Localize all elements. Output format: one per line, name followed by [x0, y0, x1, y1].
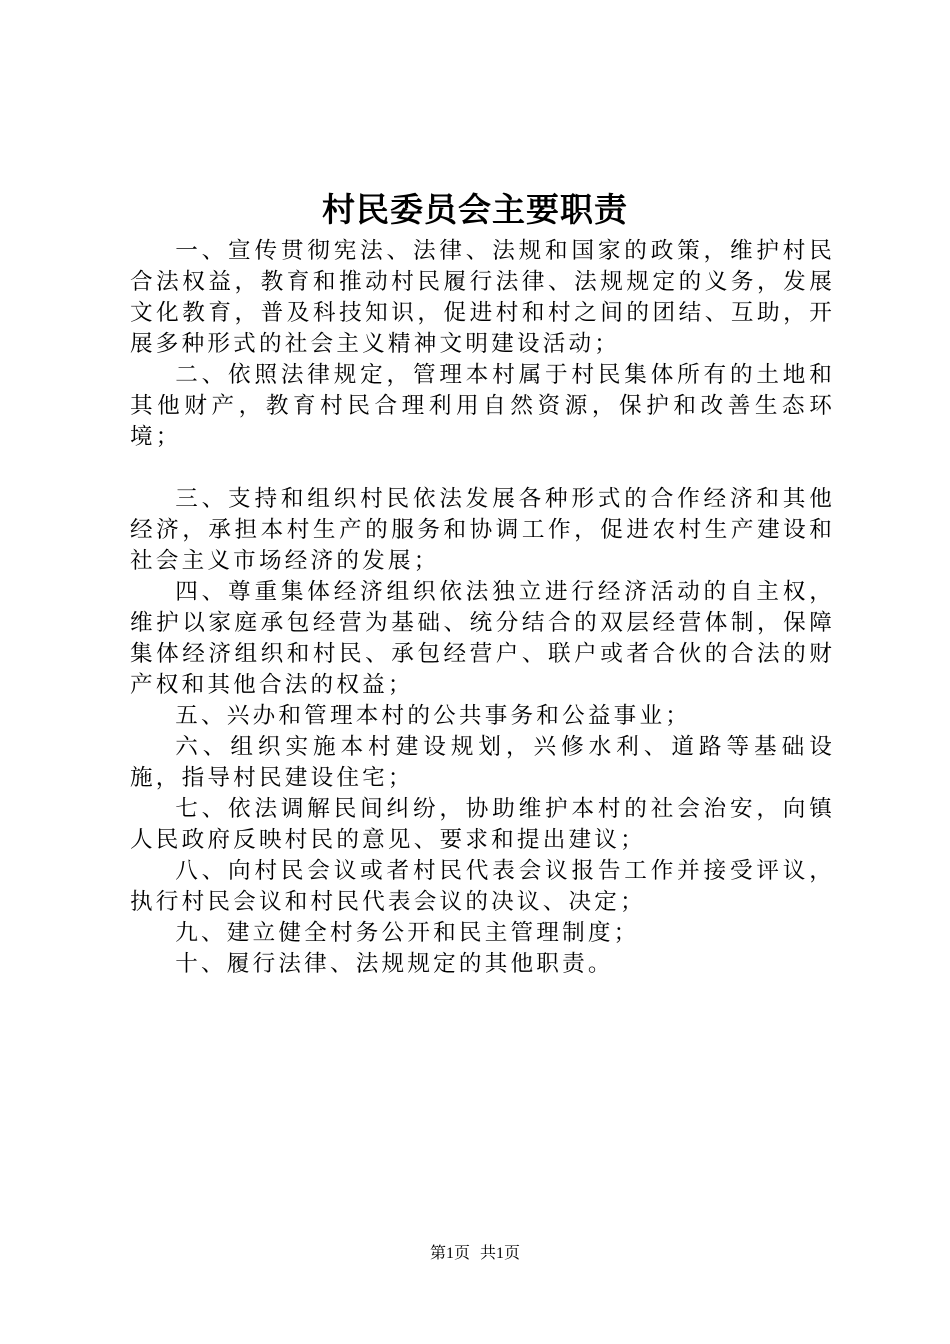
paragraph-1: 一、宣传贯彻宪法、法律、法规和国家的政策，维护村民合法权益，教育和推动村民履行法律、法规规定的义务，发展文化教育，普及科技知识，促进村和村之间的团结、互助，开展多种形式的社会主义精神文明建设活动； [130, 238, 835, 357]
paragraph-9: 九、建立健全村务公开和民主管理制度； [175, 920, 640, 946]
paragraph-3: 三、支持和组织村民依法发展各种形式的合作经济和其他经济，承担本村生产的服务和协调工作，促进农村生产建设和社会主义市场经济的发展； [130, 486, 835, 574]
document-title: 村民委员会主要职责 [322, 190, 628, 229]
page-number: 第1页 [429, 1245, 470, 1262]
document-body [130, 236, 835, 980]
paragraph-8: 八、向村民会议或者村民代表会议报告工作并接受评议，执行村民会议和村民代表会议的决议、决定； [130, 858, 835, 915]
paragraph-5: 五、兴办和管理本村的公共事务和公益事业； [175, 703, 692, 729]
page-total: 共1页 [480, 1245, 521, 1262]
paragraph-7: 七、依法调解民间纠纷，协助维护本村的社会治安，向镇人民政府反映村民的意见、要求和提出建议； [130, 796, 835, 853]
paragraph-4: 四、尊重集体经济组织依法独立进行经济活动的自主权，维护以家庭承包经营为基础、统分结合的双层经营体制，保障集体经济组织和村民、承包经营户、联户或者合伙的合法的财产权和其他合法的权益； [130, 579, 835, 698]
paragraph-2: 二、依照法律规定，管理本村属于村民集体所有的土地和其他财产，教育村民合理利用自然资源，保护和改善生态环境； [130, 362, 835, 450]
page-footer [0, 1243, 950, 1265]
paragraph-10: 十、履行法律、法规规定的其他职责。 [175, 951, 614, 977]
paragraph-6: 六、组织实施本村建设规划，兴修水利、道路等基础设施，指导村民建设住宅； [130, 734, 835, 791]
